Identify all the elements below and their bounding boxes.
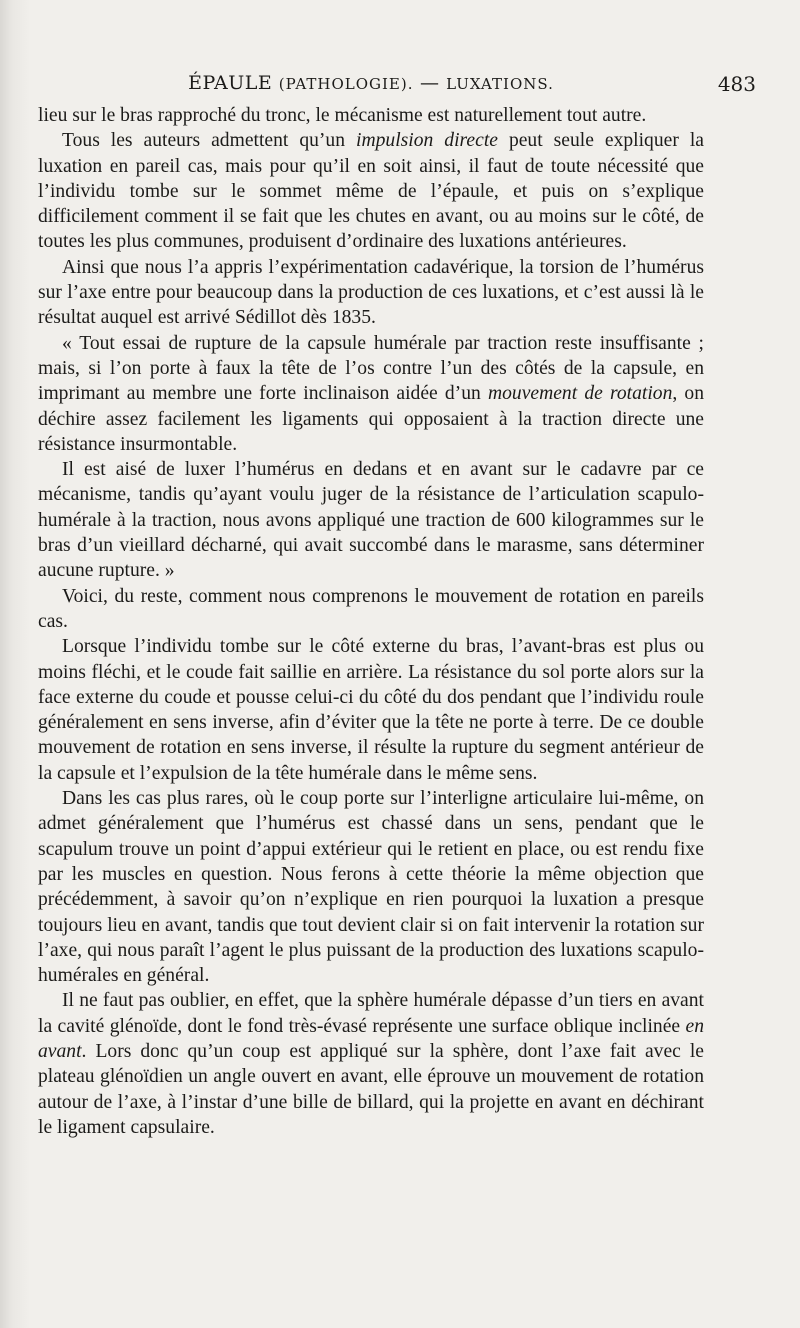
paragraph [38, 255, 704, 331]
paragraph-text: lieu sur le bras rapproché du tronc, le mécanisme est naturellement tout autre. [38, 105, 647, 126]
paragraph [38, 457, 704, 583]
paragraph-text: Voici, du reste, comment nous comprenons le mouvement de rotation en pareils cas. [38, 585, 704, 632]
paragraph-text: . Lors donc qu’un coup est appliqué sur la sphère, dont l’axe fait avec le plateau glénoïdien un angle ouvert en avant, elle éprouve un mouvement de rotation autour de l’axe, à l’instar d’une bille de billard, qui la projette en avant en déchirant le ligament capsulaire. [38, 1040, 704, 1138]
paragraph-text: Tous les auteurs admettent qu’un [62, 130, 357, 152]
header-title: ÉPAULE [188, 72, 273, 94]
paragraph [38, 786, 704, 988]
italic-text: en avant [38, 1015, 704, 1062]
paragraph [38, 988, 704, 1140]
paragraph-text: Il ne faut pas oublier, en effet, que la sphère humérale dépasse d’un tiers en avant la cavité glénoïde, dont le fond très-évasé représente une surface oblique inclinée [38, 990, 704, 1037]
page-number: 483 [717, 72, 756, 96]
paragraph-text: « Tout essai de rupture de la capsule humérale par traction reste insuffisante ; mais, si l’on porte à faux la tête de l’os contre l’un des côtés de la capsule, en imprimant au membre une forte inclinaison aidée d’un [38, 332, 704, 405]
header-dash: — [420, 72, 440, 94]
italic-text: mouvement de rotation [487, 383, 673, 405]
paragraph-text: Lorsque l’individu tombe sur le côté externe du bras, l’avant-bras est plus ou moins fléchi, et le coude fait saillie en arrière. La résistance du sol porte alors sur la face externe du coude et pousse celui-ci du côté du dos pendant que l’individu roule généralement en sens inverse, afin d’éviter que la tête ne porte à terre. De ce double mouvement de rotation en sens inverse, il résulte la rupture du segment antérieur de la capsule et l’expulsion de la tête humérale dans le même sens. [38, 636, 704, 784]
paragraph [38, 103, 704, 128]
running-title [38, 72, 704, 94]
paragraph [38, 634, 704, 786]
paragraph-text: Il est aisé de luxer l’humérus en dedans et en avant sur le cadavre par ce mécanisme, tandis qu’ayant voulu juger de la résistance de l’articulation scapulo-humérale à la traction, nous avons appliqué une traction de 600 kilogrammes sur le bras d’un vieillard décharné, qui avait succombé dans le marasme, sans déterminer aucune rupture. » [38, 459, 704, 582]
paragraph-text: , on déchire assez facilement les ligaments qui opposaient à la traction directe une résistance insurmontable. [38, 383, 705, 455]
italic-text: impulsion directe [356, 130, 498, 152]
paragraph [38, 584, 704, 635]
paragraph-text: peut seule expliquer la luxation en pareil cas, mais pour qu’il en soit ainsi, il faut de toute nécessité que l’individu tombe sur le sommet même de l’épaule, et puis on s’explique difficilement comment il se fait que les chutes en avant, ou au moins sur le côté, de toutes les plus communes, produisent d’ordinaire des luxations antérieures. [38, 130, 704, 253]
body-text [38, 103, 704, 1140]
running-header [38, 72, 756, 102]
paragraph-text: Ainsi que nous l’a appris l’expérimentation cadavérique, la torsion de l’humérus sur l’axe entre pour beaucoup dans la production de ces luxations, et c’est aussi là le résultat auquel est arrivé Sédillot dès 1835. [38, 256, 704, 329]
header-section: LUXATIONS. [446, 75, 554, 93]
paragraph [38, 128, 704, 254]
header-subtitle: (PATHOLOGIE). [278, 75, 414, 93]
paragraph [38, 331, 704, 457]
paragraph-text: Dans les cas plus rares, où le coup porte sur l’interligne articulaire lui-même, on admet généralement que l’humérus est chassé dans un sens, pendant que le scapulum trouve un point d’appui extérieur qui le retient en place, ou est rendu fixe par les muscles en question. Nous ferons à cette théorie la même objection que précédemment, à savoir qu’on n’explique en rien pourquoi la luxation a presque toujours lieu en avant, tandis que tout devient clair si on fait intervenir la rotation sur l’axe, qui nous paraît l’agent le plus puissant de la production des luxations scapulo-humérales en général. [38, 788, 704, 987]
